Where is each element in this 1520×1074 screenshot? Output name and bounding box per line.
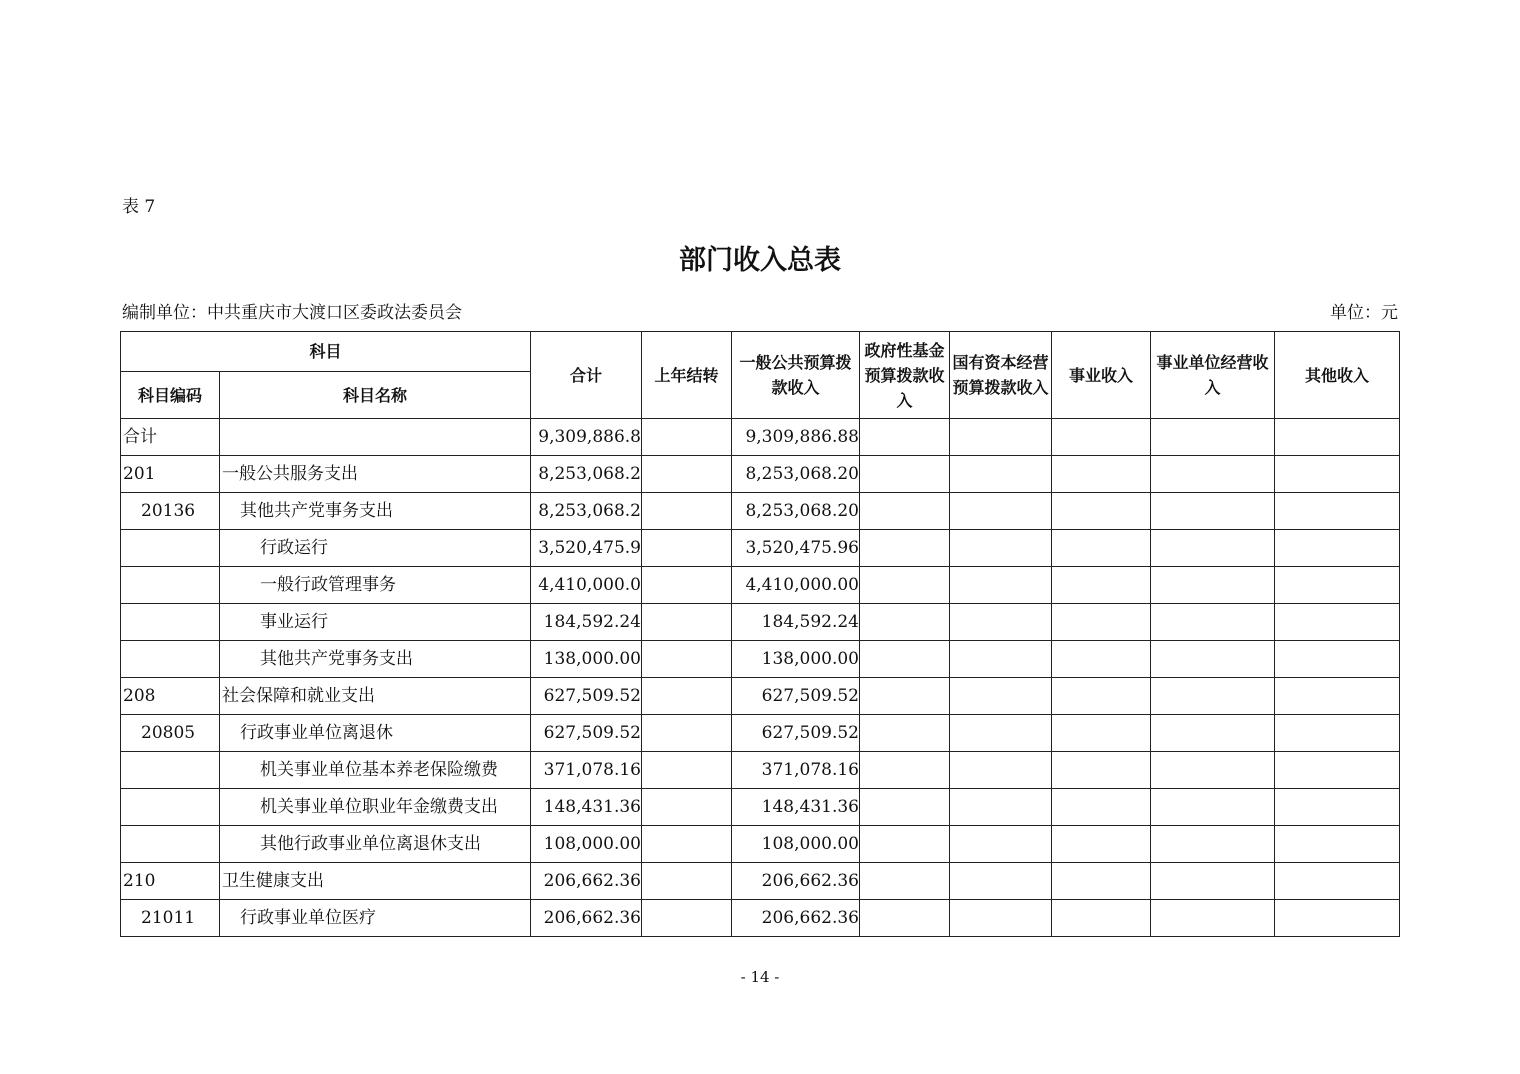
- total-cell: 138,000.00: [531, 641, 642, 678]
- general-budget-cell: 206,662.36: [732, 900, 860, 937]
- carryover-cell: [642, 678, 732, 715]
- total-cell: 108,000.00: [531, 826, 642, 863]
- compiling-unit: 编制单位：中共重庆市大渡口区委政法委员会: [122, 303, 462, 323]
- state-capital-cell: [950, 826, 1052, 863]
- state-capital-cell: [950, 752, 1052, 789]
- carryover-cell: [642, 715, 732, 752]
- business-income-cell: [1052, 900, 1151, 937]
- column-header-operating-income: 事业单位经营收入: [1151, 332, 1275, 419]
- business-income-cell: [1052, 530, 1151, 567]
- other-income-cell: [1275, 752, 1400, 789]
- operating-income-cell: [1151, 715, 1275, 752]
- other-income-cell: [1275, 678, 1400, 715]
- business-income-cell: [1052, 567, 1151, 604]
- table-row: [121, 493, 1400, 530]
- subject-name-cell: 机关事业单位基本养老保险缴费: [220, 752, 531, 789]
- operating-income-cell: [1151, 493, 1275, 530]
- gov-fund-cell: [860, 567, 950, 604]
- general-budget-cell: 8,253,068.20: [732, 456, 860, 493]
- subject-name-cell: 卫生健康支出: [220, 863, 531, 900]
- other-income-cell: [1275, 826, 1400, 863]
- other-income-cell: [1275, 641, 1400, 678]
- state-capital-cell: [950, 530, 1052, 567]
- total-cell: 371,078.16: [531, 752, 642, 789]
- operating-income-cell: [1151, 826, 1275, 863]
- gov-fund-cell: [860, 900, 950, 937]
- state-capital-cell: [950, 863, 1052, 900]
- business-income-cell: [1052, 641, 1151, 678]
- subject-code-cell: [121, 826, 220, 863]
- table-row: [121, 752, 1400, 789]
- general-budget-cell: 3,520,475.96: [732, 530, 860, 567]
- state-capital-cell: [950, 493, 1052, 530]
- state-capital-cell: [950, 789, 1052, 826]
- operating-income-cell: [1151, 641, 1275, 678]
- general-budget-cell: 108,000.00: [732, 826, 860, 863]
- total-cell: 206,662.36: [531, 863, 642, 900]
- table-row: [121, 789, 1400, 826]
- operating-income-cell: [1151, 789, 1275, 826]
- operating-income-cell: [1151, 419, 1275, 456]
- subject-code-cell: [121, 752, 220, 789]
- state-capital-cell: [950, 456, 1052, 493]
- other-income-cell: [1275, 493, 1400, 530]
- operating-income-cell: [1151, 604, 1275, 641]
- subject-name-cell: 其他共产党事务支出: [220, 641, 531, 678]
- carryover-cell: [642, 863, 732, 900]
- carryover-cell: [642, 493, 732, 530]
- general-budget-cell: 4,410,000.00: [732, 567, 860, 604]
- subject-code-cell: [121, 530, 220, 567]
- carryover-cell: [642, 456, 732, 493]
- carryover-cell: [642, 641, 732, 678]
- gov-fund-cell: [860, 789, 950, 826]
- subject-code-cell: 201: [121, 456, 220, 493]
- page-number: - 14 -: [740, 968, 780, 986]
- gov-fund-cell: [860, 493, 950, 530]
- subject-name-cell: 一般行政管理事务: [220, 567, 531, 604]
- table-row: [121, 715, 1400, 752]
- carryover-cell: [642, 419, 732, 456]
- other-income-cell: [1275, 456, 1400, 493]
- total-cell: 9,309,886.8: [531, 419, 642, 456]
- page-title: 部门收入总表: [679, 245, 841, 276]
- subject-code-cell: 合计: [121, 419, 220, 456]
- table-label: 表 7: [122, 197, 156, 217]
- business-income-cell: [1052, 604, 1151, 641]
- gov-fund-cell: [860, 826, 950, 863]
- carryover-cell: [642, 530, 732, 567]
- operating-income-cell: [1151, 678, 1275, 715]
- total-cell: 627,509.52: [531, 715, 642, 752]
- table-body: [121, 419, 1400, 937]
- state-capital-cell: [950, 641, 1052, 678]
- carryover-cell: [642, 900, 732, 937]
- table-row: [121, 678, 1400, 715]
- column-header-business-income: 事业收入: [1052, 332, 1151, 419]
- business-income-cell: [1052, 715, 1151, 752]
- total-cell: 8,253,068.2: [531, 456, 642, 493]
- subject-group-header: 科目: [121, 332, 531, 372]
- other-income-cell: [1275, 419, 1400, 456]
- other-income-cell: [1275, 715, 1400, 752]
- total-cell: 206,662.36: [531, 900, 642, 937]
- table-row: [121, 567, 1400, 604]
- subject-name-cell: 机关事业单位职业年金缴费支出: [220, 789, 531, 826]
- carryover-cell: [642, 567, 732, 604]
- total-cell: 3,520,475.9: [531, 530, 642, 567]
- income-summary-table: [120, 331, 1400, 937]
- gov-fund-cell: [860, 604, 950, 641]
- operating-income-cell: [1151, 752, 1275, 789]
- gov-fund-cell: [860, 641, 950, 678]
- general-budget-cell: 184,592.24: [732, 604, 860, 641]
- other-income-cell: [1275, 604, 1400, 641]
- business-income-cell: [1052, 789, 1151, 826]
- total-cell: 8,253,068.2: [531, 493, 642, 530]
- state-capital-cell: [950, 604, 1052, 641]
- operating-income-cell: [1151, 863, 1275, 900]
- column-header-gov-fund: 政府性基金预算拨款收入: [860, 332, 950, 419]
- business-income-cell: [1052, 678, 1151, 715]
- table-row: [121, 641, 1400, 678]
- table-row: [121, 604, 1400, 641]
- total-cell: 4,410,000.0: [531, 567, 642, 604]
- other-income-cell: [1275, 789, 1400, 826]
- gov-fund-cell: [860, 530, 950, 567]
- gov-fund-cell: [860, 715, 950, 752]
- carryover-cell: [642, 826, 732, 863]
- other-income-cell: [1275, 900, 1400, 937]
- other-income-cell: [1275, 567, 1400, 604]
- column-header-subject-name: 科目名称: [220, 372, 531, 419]
- gov-fund-cell: [860, 863, 950, 900]
- column-header-state-capital: 国有资本经营预算拨款收入: [950, 332, 1052, 419]
- general-budget-cell: 148,431.36: [732, 789, 860, 826]
- gov-fund-cell: [860, 419, 950, 456]
- operating-income-cell: [1151, 900, 1275, 937]
- subject-name-cell: 其他共产党事务支出: [220, 493, 531, 530]
- column-header-general-budget: 一般公共预算拨款收入: [732, 332, 860, 419]
- subject-name-cell: 行政事业单位离退休: [220, 715, 531, 752]
- table-row: [121, 900, 1400, 937]
- subject-code-cell: 21011: [121, 900, 220, 937]
- general-budget-cell: 8,253,068.20: [732, 493, 860, 530]
- subject-name-cell: 事业运行: [220, 604, 531, 641]
- operating-income-cell: [1151, 456, 1275, 493]
- state-capital-cell: [950, 900, 1052, 937]
- other-income-cell: [1275, 863, 1400, 900]
- business-income-cell: [1052, 493, 1151, 530]
- state-capital-cell: [950, 419, 1052, 456]
- column-header-subject-code: 科目编码: [121, 372, 220, 419]
- subject-name-cell: [220, 419, 531, 456]
- total-cell: 184,592.24: [531, 604, 642, 641]
- operating-income-cell: [1151, 530, 1275, 567]
- column-header-total: 合计: [531, 332, 642, 419]
- gov-fund-cell: [860, 752, 950, 789]
- general-budget-cell: 627,509.52: [732, 678, 860, 715]
- table-row: [121, 826, 1400, 863]
- table-header: [121, 332, 1400, 419]
- subject-name-cell: 其他行政事业单位离退休支出: [220, 826, 531, 863]
- table-row-grand-total: [121, 419, 1400, 456]
- currency-unit: 单位：元: [1330, 303, 1398, 323]
- business-income-cell: [1052, 752, 1151, 789]
- subject-code-cell: [121, 604, 220, 641]
- state-capital-cell: [950, 715, 1052, 752]
- operating-income-cell: [1151, 567, 1275, 604]
- table-row: [121, 456, 1400, 493]
- subject-name-cell: 行政运行: [220, 530, 531, 567]
- subject-code-cell: [121, 789, 220, 826]
- business-income-cell: [1052, 863, 1151, 900]
- other-income-cell: [1275, 530, 1400, 567]
- column-header-carryover: 上年结转: [642, 332, 732, 419]
- subject-code-cell: 210: [121, 863, 220, 900]
- subject-code-cell: 20136: [121, 493, 220, 530]
- subject-name-cell: 社会保障和就业支出: [220, 678, 531, 715]
- general-budget-cell: 206,662.36: [732, 863, 860, 900]
- business-income-cell: [1052, 456, 1151, 493]
- column-header-other-income: 其他收入: [1275, 332, 1400, 419]
- table-row: [121, 530, 1400, 567]
- total-cell: 148,431.36: [531, 789, 642, 826]
- carryover-cell: [642, 604, 732, 641]
- total-cell: 627,509.52: [531, 678, 642, 715]
- state-capital-cell: [950, 567, 1052, 604]
- subject-code-cell: [121, 567, 220, 604]
- general-budget-cell: 138,000.00: [732, 641, 860, 678]
- table-row: [121, 863, 1400, 900]
- subject-name-cell: 一般公共服务支出: [220, 456, 531, 493]
- general-budget-cell: 627,509.52: [732, 715, 860, 752]
- general-budget-cell: 371,078.16: [732, 752, 860, 789]
- general-budget-cell: 9,309,886.88: [732, 419, 860, 456]
- business-income-cell: [1052, 826, 1151, 863]
- carryover-cell: [642, 789, 732, 826]
- subject-code-cell: 20805: [121, 715, 220, 752]
- subject-name-cell: 行政事业单位医疗: [220, 900, 531, 937]
- business-income-cell: [1052, 419, 1151, 456]
- gov-fund-cell: [860, 678, 950, 715]
- subject-code-cell: [121, 641, 220, 678]
- subject-code-cell: 208: [121, 678, 220, 715]
- state-capital-cell: [950, 678, 1052, 715]
- gov-fund-cell: [860, 456, 950, 493]
- carryover-cell: [642, 752, 732, 789]
